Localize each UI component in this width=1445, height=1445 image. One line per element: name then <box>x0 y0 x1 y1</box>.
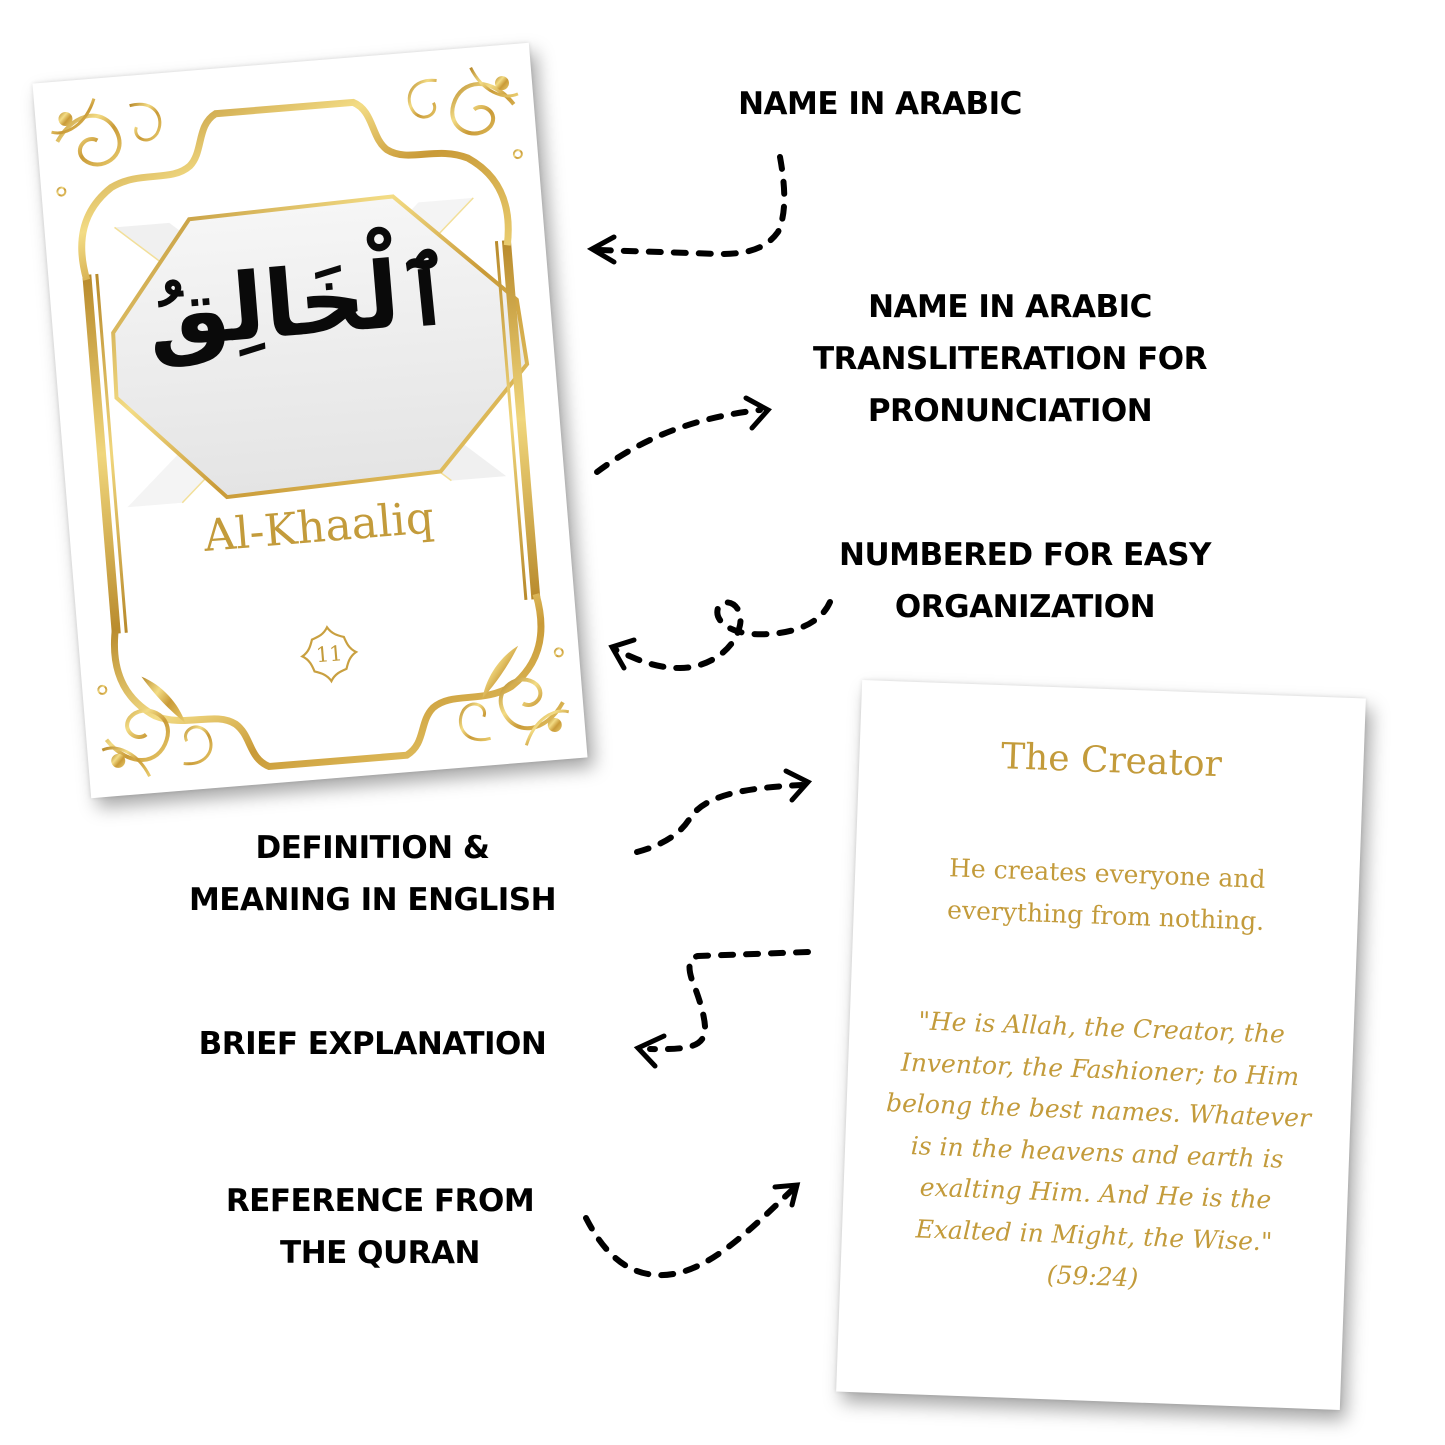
callout-brief-explanation <box>170 1018 575 1070</box>
bottom-frame <box>92 592 571 780</box>
arrow-brief <box>638 952 808 1066</box>
callout-line: DEFINITION & <box>255 830 490 866</box>
callout-reference <box>200 1175 560 1279</box>
callout-line: TRANSLITERATION FOR <box>812 341 1207 377</box>
arabic-name: ٱلْخَالِقُ <box>143 237 458 369</box>
callout-line: NUMBERED FOR EASY <box>839 537 1211 573</box>
callout-line: NAME IN ARABIC <box>738 86 1022 122</box>
callout-definition <box>160 822 585 926</box>
number-badge <box>297 622 362 687</box>
brief-explanation: He creates everyone and everything from nothing. <box>946 853 1266 936</box>
verse-reference: (59:24) <box>1046 1260 1139 1293</box>
flashcard-back <box>836 680 1366 1410</box>
callout-line: NAME IN ARABIC <box>868 289 1152 325</box>
callout-transliteration <box>780 281 1240 437</box>
arrow-definition <box>637 771 808 852</box>
card-number: 11 <box>314 641 344 668</box>
callout-line: THE QURAN <box>280 1235 480 1271</box>
arrow-numbered <box>612 602 830 668</box>
flashcard-front <box>32 43 587 798</box>
callout-line: PRONUNCIATION <box>867 393 1153 429</box>
arrow-transliteration <box>597 398 768 472</box>
arrow-name-arabic <box>592 157 784 262</box>
quran-reference <box>870 999 1324 1306</box>
callout-line: MEANING IN ENGLISH <box>188 882 557 918</box>
callout-name-in-arabic <box>700 78 1060 130</box>
callout-line: REFERENCE FROM <box>225 1183 535 1219</box>
callout-numbered <box>810 529 1240 633</box>
callout-line: BRIEF EXPLANATION <box>198 1026 547 1062</box>
meaning-title: The Creator <box>1000 736 1223 786</box>
callout-line: ORGANIZATION <box>894 589 1156 625</box>
transliteration: Al-Khaaliq <box>201 492 436 563</box>
quran-quote: "He is Allah, the Creator, the Inventor, the Fashioner; to Him belong the best names. Whatever is in the heavens and earth is exalting Him. And He is the Exalted in Might, the Wise." <box>885 1006 1312 1256</box>
arrow-reference <box>586 1185 797 1275</box>
